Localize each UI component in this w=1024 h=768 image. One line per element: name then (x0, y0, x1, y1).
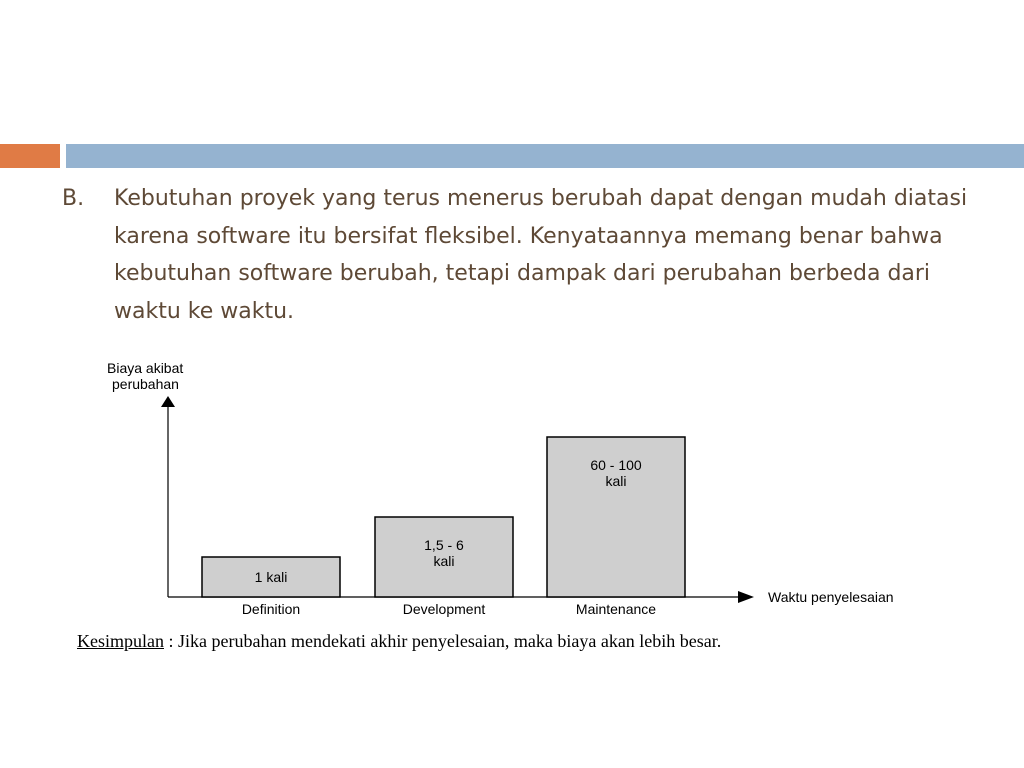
chart-svg (0, 350, 1024, 625)
data-label-maintenance-1: 60 - 100 (590, 457, 642, 473)
category-label-definition: Definition (241, 601, 301, 617)
conclusion-body: : Jika perubahan mendekati akhir penyelesaian, maka biaya akan lebih besar. (164, 631, 722, 651)
cost-of-change-chart (0, 350, 1024, 625)
accent-bar-orange (0, 144, 60, 168)
paragraph-text: Kebutuhan proyek yang terus menerus berubah dapat dengan mudah diatasi karena software itu bersifat fleksibel. Kenyataannya memang benar bahwa kebutuhan software berubah, tetapi dampak dari perubahan berbeda dari waktu ke waktu. (114, 186, 968, 324)
accent-bar-blue (66, 144, 1024, 168)
x-axis-label: Waktu penyelesaian (768, 589, 894, 605)
conclusion-text (77, 631, 977, 652)
data-label-development-1: 1,5 - 6 (424, 537, 464, 553)
y-axis-label-line-2: perubahan (112, 376, 179, 392)
y-axis-label-line-1: Biaya akibat (107, 360, 184, 376)
data-label-maintenance-2: kali (605, 473, 627, 489)
bullet-marker: B. (62, 186, 85, 211)
conclusion-keyword: Kesimpulan (77, 631, 164, 651)
category-label-development: Development (402, 601, 486, 617)
bullet-paragraph (62, 180, 982, 330)
y-axis-arrow (161, 396, 175, 407)
bars-group (202, 437, 685, 617)
x-axis-arrow (738, 591, 754, 603)
data-label-definition-1: 1 kali (254, 569, 288, 585)
category-label-maintenance: Maintenance (575, 601, 657, 617)
data-label-development-2: kali (433, 553, 455, 569)
